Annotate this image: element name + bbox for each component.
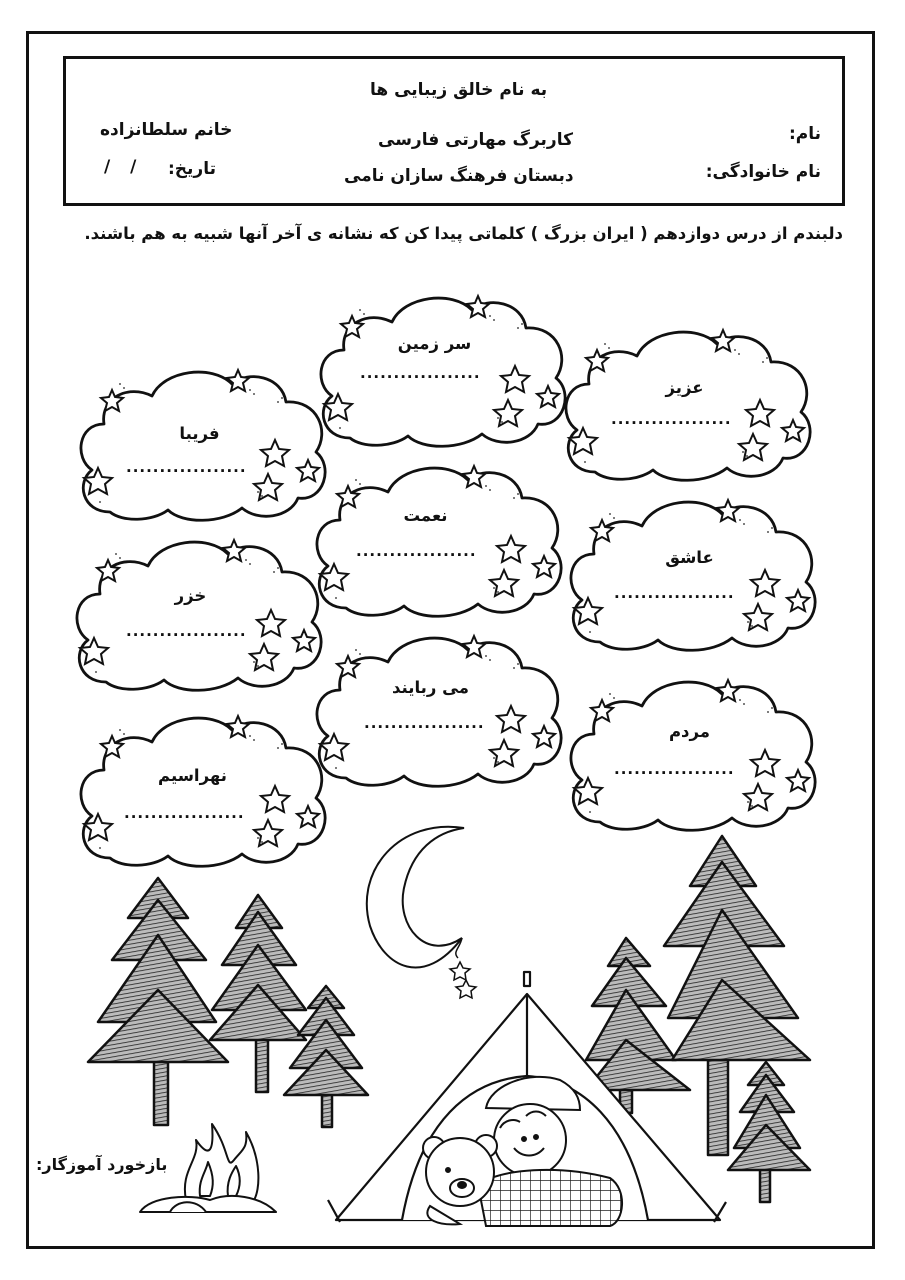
answer-blank[interactable]: ..................: [126, 458, 247, 476]
answer-blank[interactable]: ..................: [614, 584, 735, 602]
page-title: به نام خالق زیبایی ها: [370, 80, 548, 100]
cloud-word: سر زمین: [397, 334, 472, 353]
cloud-word: عزیز: [665, 378, 704, 397]
cloud-word: فریبا: [179, 424, 220, 443]
teacher-name: خانم سلطانزاده: [100, 120, 233, 140]
cloud-word: نهراسیم: [158, 766, 227, 785]
cloud-word: نعمت: [403, 506, 448, 525]
cloud-word: مردم: [668, 722, 711, 741]
answer-blank[interactable]: ..................: [356, 542, 477, 560]
date-field[interactable]: / /: [104, 157, 137, 177]
answer-blank[interactable]: ..................: [126, 622, 247, 640]
student-name-field[interactable]: نام:: [788, 124, 821, 144]
cloud-word: خزر: [174, 586, 207, 605]
instruction-text: دلبندم از درس دوازدهم ( ایران بزرگ ) کلماتی پیدا کن که نشانه ی آخر آنها شبیه به هم باشند.: [84, 224, 843, 243]
teacher-feedback-label: بازخورد آموزگار:: [36, 1155, 168, 1174]
cloud-word: می ربایند: [391, 678, 469, 697]
answer-blank[interactable]: ..................: [364, 714, 485, 732]
answer-blank[interactable]: ..................: [611, 410, 732, 428]
pine-tree-icon: [728, 1062, 810, 1202]
answer-blank[interactable]: ..................: [614, 760, 735, 778]
student-family-field[interactable]: نام خانوادگی:: [705, 162, 821, 182]
cloud-word: عاشق: [665, 548, 714, 567]
date-label: تاریخ:: [168, 159, 216, 179]
school-name: دبستان فرهنگ سازان نامی: [344, 166, 574, 186]
answer-blank[interactable]: ..................: [360, 364, 481, 382]
crescent-moon-icon: [367, 827, 476, 998]
pine-tree-icon: [88, 878, 228, 1125]
worksheet-subject: کاربرگ مهارتی فارسی: [378, 130, 573, 150]
answer-blank[interactable]: ..................: [124, 804, 245, 822]
